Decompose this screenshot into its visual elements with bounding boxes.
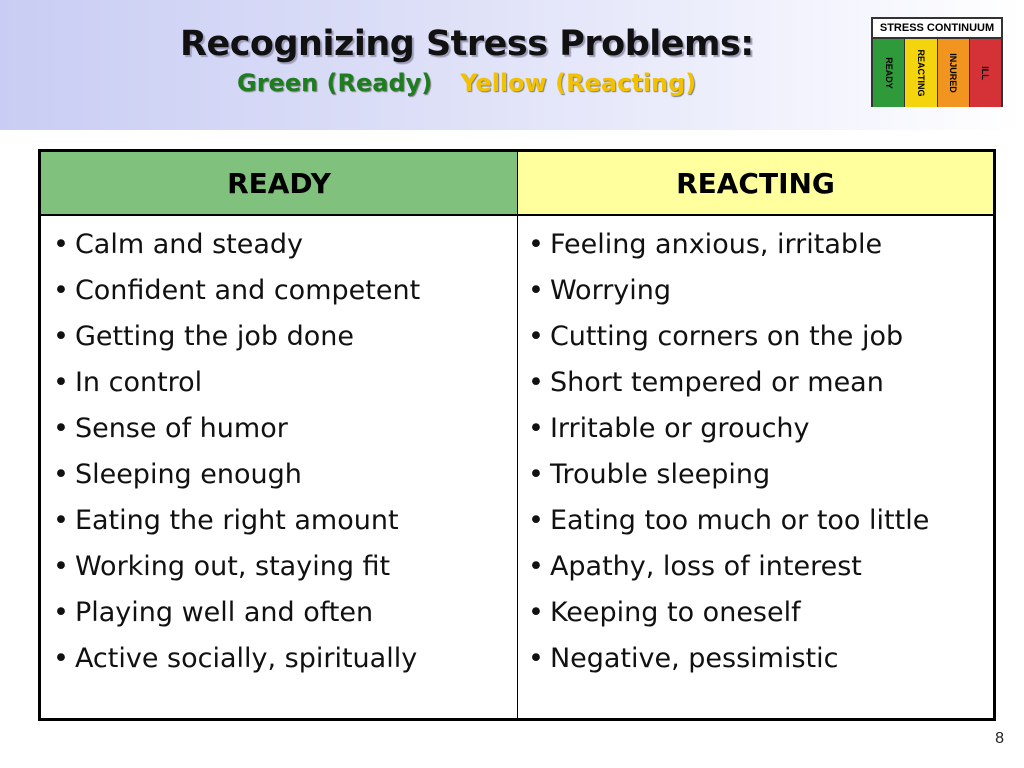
ready-item-text: Sleeping enough [74,459,302,490]
reacting-list [518,216,993,718]
bullet-icon: • [53,597,69,628]
ready-item-text: Confident and competent [74,275,421,306]
bullet-icon: • [528,367,544,398]
zone-ill [970,39,1001,107]
reacting-item-text: Cutting corners on the job [549,321,904,352]
ready-item [53,410,517,447]
ready-item-text: Sense of humor [74,413,288,444]
reacting-item-text: Short tempered or mean [549,367,884,398]
bullet-icon: • [53,505,69,536]
zone-ready [873,39,905,107]
ready-item-text: Getting the job done [74,321,354,352]
reacting-item [528,226,993,263]
slide-title: Recognizing Stress Problems: [180,24,754,64]
bullet-icon: • [528,551,544,582]
ready-item [53,364,517,401]
stress-continuum-graphic [871,17,1003,107]
continuum-zones [873,39,1001,107]
bullet-icon: • [528,459,544,490]
bullet-icon: • [53,321,69,352]
reacting-item [528,272,993,309]
bullet-icon: • [528,321,544,352]
bullet-icon: • [53,367,69,398]
reacting-item [528,364,993,401]
ready-item [53,226,517,263]
bullet-icon: • [528,229,544,260]
zone-injured-label: INJURED [948,53,959,93]
reacting-item-text: Trouble sleeping [549,459,771,490]
reacting-item-text: Apathy, loss of interest [549,551,862,582]
reacting-item [528,548,993,585]
ready-item [53,640,517,677]
zone-injured [938,39,970,107]
column-header-reacting: REACTING [518,152,993,216]
ready-item-text: Active socially, spiritually [74,643,418,674]
zone-ill-label: ILL [980,66,991,80]
ready-list [41,216,518,718]
reacting-item-text: Keeping to oneself [549,597,801,628]
bullet-icon: • [53,229,69,260]
bullet-icon: • [53,643,69,674]
subtitle-green: Green (Ready) [237,69,433,97]
reacting-item-text: Feeling anxious, irritable [549,229,883,260]
reacting-item [528,456,993,493]
ready-item-text: Calm and steady [74,229,304,260]
ready-item [53,548,517,585]
bullet-icon: • [53,459,69,490]
bullet-icon: • [528,505,544,536]
ready-item [53,594,517,631]
bullet-icon: • [53,551,69,582]
ready-item-text: Playing well and often [74,597,374,628]
bullet-icon: • [53,275,69,306]
ready-item [53,318,517,355]
bullet-icon: • [53,413,69,444]
zone-reacting [905,39,937,107]
reacting-item [528,640,993,677]
slide-subtitle [237,69,696,97]
ready-item-text: Eating the right amount [74,505,399,536]
comparison-table [38,149,996,721]
ready-item-text: In control [74,367,203,398]
reacting-item-text: Worrying [549,275,672,306]
ready-item [53,502,517,539]
continuum-title: STRESS CONTINUUM [873,19,1001,39]
column-header-ready: READY [41,152,518,216]
reacting-item-text: Negative, pessimistic [549,643,839,674]
ready-item [53,456,517,493]
zone-reacting-label: REACTING [915,49,926,97]
zone-ready-label: READY [883,57,894,89]
reacting-item [528,502,993,539]
bullet-icon: • [528,643,544,674]
ready-item-text: Working out, staying fit [74,551,391,582]
reacting-item [528,594,993,631]
bullet-icon: • [528,597,544,628]
reacting-item-text: Irritable or grouchy [549,413,810,444]
subtitle-yellow: Yellow (Reacting) [460,69,697,97]
ready-item [53,272,517,309]
bullet-icon: • [528,413,544,444]
page-number: 8 [995,730,1004,747]
bullet-icon: • [528,275,544,306]
reacting-item [528,318,993,355]
reacting-item-text: Eating too much or too little [549,505,930,536]
reacting-item [528,410,993,447]
